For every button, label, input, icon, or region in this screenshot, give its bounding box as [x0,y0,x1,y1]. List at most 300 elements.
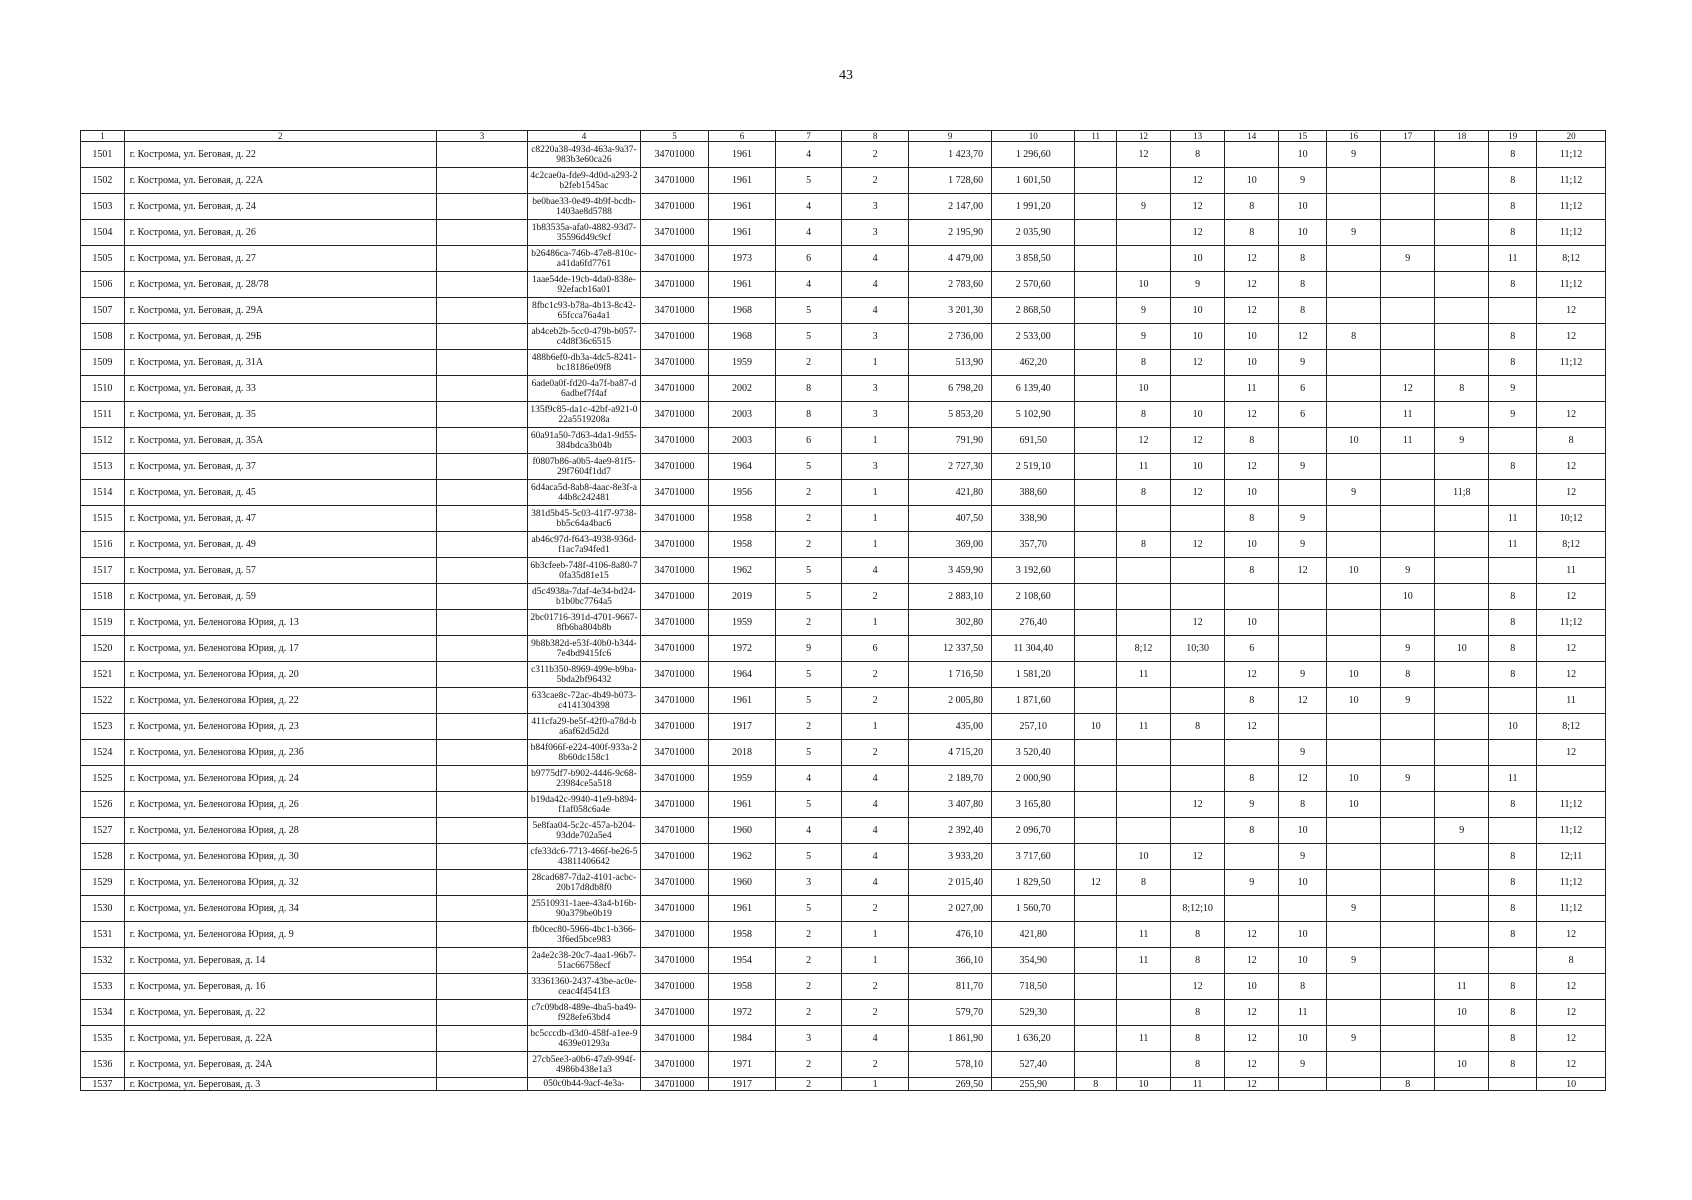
cell-column-3 [436,896,528,922]
cell-col-16: 9 [1327,948,1381,974]
cell-col-16: 10 [1327,428,1381,454]
cell-col-17 [1381,272,1435,298]
cell-col-11 [1075,688,1117,714]
table-row [81,402,1606,428]
cell-col-14: 12 [1225,714,1279,740]
column-header-5: 5 [640,131,709,142]
cell-col-12: 10 [1117,844,1171,870]
cell-col-17 [1381,792,1435,818]
cell-oktmo-code: 34701000 [640,194,709,220]
table-row [81,896,1606,922]
cell-col-13: 8 [1171,1052,1225,1078]
cell-address: г. Кострома, ул. Береговая, д. 24А [124,1052,436,1078]
cell-address: г. Кострома, ул. Беговая, д. 28/78 [124,272,436,298]
cell-total-area: 811,70 [908,974,991,1000]
cell-address: г. Кострома, ул. Беговая, д. 35 [124,402,436,428]
table-row [81,298,1606,324]
column-header-4: 4 [528,131,640,142]
cell-entrances: 1 [842,350,909,376]
cell-address: г. Кострома, ул. Беговая, д. 26 [124,220,436,246]
cell-col-19: 8 [1489,974,1537,1000]
cell-floors: 2 [775,974,842,1000]
cell-build-year: 1917 [709,1078,776,1091]
cell-entrances: 4 [842,1026,909,1052]
cell-col-15: 11 [1279,1000,1327,1026]
cell-total-area: 2 727,30 [908,454,991,480]
cell-living-area: 2 570,60 [992,272,1075,298]
cell-build-year: 2019 [709,584,776,610]
cell-col-20: 11;12 [1537,272,1606,298]
cell-col-15: 6 [1279,376,1327,402]
cell-guid: 6ade0a0f-fd20-4a7f-ba87-d6adbef7f4af [528,376,640,402]
cell-build-year: 1958 [709,532,776,558]
cell-guid: b9775df7-b902-4446-9c68-23984ce5a518 [528,766,640,792]
cell-col-13 [1171,376,1225,402]
cell-column-3 [436,662,528,688]
table-header [81,131,1606,142]
cell-col-19: 8 [1489,870,1537,896]
cell-col-14: 11 [1225,376,1279,402]
cell-guid: 1aae54de-19cb-4da0-838e-92efacb16a01 [528,272,640,298]
cell-col-12: 9 [1117,324,1171,350]
cell-col-11 [1075,636,1117,662]
table-row [81,376,1606,402]
column-header-16: 16 [1327,131,1381,142]
cell-build-year: 1962 [709,844,776,870]
cell-floors: 5 [775,584,842,610]
cell-col-20: 12 [1537,324,1606,350]
cell-oktmo-code: 34701000 [640,350,709,376]
cell-oktmo-code: 34701000 [640,376,709,402]
cell-col-15: 9 [1279,350,1327,376]
cell-col-16 [1327,870,1381,896]
cell-oktmo-code: 34701000 [640,610,709,636]
cell-total-area: 2 027,00 [908,896,991,922]
cell-total-area: 302,80 [908,610,991,636]
cell-entrances: 1 [842,532,909,558]
cell-column-3 [436,194,528,220]
cell-column-3 [436,766,528,792]
cell-col-13 [1171,818,1225,844]
cell-build-year: 1961 [709,272,776,298]
cell-column-3 [436,532,528,558]
cell-col-16: 10 [1327,792,1381,818]
cell-col-15: 12 [1279,766,1327,792]
cell-build-year: 1961 [709,896,776,922]
cell-build-year: 1954 [709,948,776,974]
cell-living-area: 2 868,50 [992,298,1075,324]
cell-build-year: 1961 [709,792,776,818]
column-header-13: 13 [1171,131,1225,142]
cell-col-13: 10;30 [1171,636,1225,662]
table-row [81,870,1606,896]
cell-col-18 [1435,584,1489,610]
cell-oktmo-code: 34701000 [640,558,709,584]
cell-floors: 6 [775,246,842,272]
cell-col-20: 12 [1537,922,1606,948]
cell-floors: 4 [775,194,842,220]
cell-col-12 [1117,896,1171,922]
cell-col-18 [1435,844,1489,870]
cell-col-16 [1327,818,1381,844]
cell-col-19: 8 [1489,220,1537,246]
cell-guid: fb0cec80-5966-4bc1-b366-3f6ed5bce983 [528,922,640,948]
cell-column-3 [436,610,528,636]
cell-entrances: 4 [842,246,909,272]
cell-address: г. Кострома, ул. Беленогова Юрия, д. 23 [124,714,436,740]
cell-total-area: 1 728,60 [908,168,991,194]
cell-col-13: 12 [1171,168,1225,194]
cell-col-15: 9 [1279,844,1327,870]
cell-col-18 [1435,168,1489,194]
table-row [81,714,1606,740]
cell-col-14: 12 [1225,1052,1279,1078]
table-row [81,766,1606,792]
cell-col-14 [1225,142,1279,168]
cell-col-12: 10 [1117,272,1171,298]
cell-row-number: 1526 [81,792,125,818]
cell-guid: 60a91a50-7d63-4da1-9d55-384bdca3b04b [528,428,640,454]
cell-col-18 [1435,766,1489,792]
table-row [81,688,1606,714]
cell-col-12 [1117,610,1171,636]
cell-col-13: 12 [1171,480,1225,506]
cell-col-17: 8 [1381,1078,1435,1091]
cell-oktmo-code: 34701000 [640,142,709,168]
cell-guid: ab46c97d-f643-4938-936d-f1ac7a94fed1 [528,532,640,558]
cell-col-20: 12 [1537,1000,1606,1026]
cell-guid: 381d5b45-5c03-41f7-9738-bb5c64a4bac6 [528,506,640,532]
cell-row-number: 1528 [81,844,125,870]
cell-living-area: 257,10 [992,714,1075,740]
cell-build-year: 1917 [709,714,776,740]
cell-address: г. Кострома, ул. Беленогова Юрия, д. 22 [124,688,436,714]
cell-col-19 [1489,818,1537,844]
cell-col-16 [1327,1000,1381,1026]
column-header-9: 9 [908,131,991,142]
cell-row-number: 1510 [81,376,125,402]
cell-entrances: 2 [842,662,909,688]
cell-col-14: 12 [1225,246,1279,272]
cell-col-12 [1117,792,1171,818]
cell-col-18 [1435,896,1489,922]
cell-col-19: 8 [1489,168,1537,194]
column-header-10: 10 [992,131,1075,142]
cell-guid: bc5cccdb-d3d0-458f-a1ee-94639e01293a [528,1026,640,1052]
cell-col-17: 11 [1381,402,1435,428]
cell-guid: 9b8b382d-e53f-40b0-b344-7e4bd9415fc6 [528,636,640,662]
cell-col-16: 10 [1327,558,1381,584]
cell-col-19 [1489,558,1537,584]
cell-column-3 [436,558,528,584]
table-row [81,1000,1606,1026]
cell-address: г. Кострома, ул. Беленогова Юрия, д. 20 [124,662,436,688]
table-row [81,324,1606,350]
cell-col-14: 8 [1225,428,1279,454]
column-header-12: 12 [1117,131,1171,142]
cell-col-20: 8;12 [1537,714,1606,740]
cell-build-year: 1973 [709,246,776,272]
cell-entrances: 1 [842,922,909,948]
cell-col-17: 9 [1381,636,1435,662]
cell-entrances: 4 [842,792,909,818]
cell-entrances: 2 [842,896,909,922]
cell-col-20: 11;12 [1537,194,1606,220]
cell-col-16 [1327,1052,1381,1078]
cell-build-year: 1960 [709,870,776,896]
cell-living-area: 388,60 [992,480,1075,506]
cell-col-16 [1327,636,1381,662]
cell-col-17: 10 [1381,584,1435,610]
cell-address: г. Кострома, ул. Беленогова Юрия, д. 24 [124,766,436,792]
cell-row-number: 1530 [81,896,125,922]
cell-oktmo-code: 34701000 [640,506,709,532]
cell-build-year: 1961 [709,220,776,246]
cell-total-area: 2 015,40 [908,870,991,896]
cell-col-11 [1075,402,1117,428]
cell-col-13: 8 [1171,714,1225,740]
cell-guid: 135f9c85-da1c-42bf-a921-022a5519208a [528,402,640,428]
cell-col-20: 11 [1537,688,1606,714]
cell-col-17 [1381,142,1435,168]
cell-col-20: 11;12 [1537,792,1606,818]
cell-col-18: 10 [1435,1052,1489,1078]
cell-address: г. Кострома, ул. Береговая, д. 22 [124,1000,436,1026]
cell-col-17 [1381,324,1435,350]
cell-col-13 [1171,662,1225,688]
cell-living-area: 1 871,60 [992,688,1075,714]
cell-entrances: 2 [842,1000,909,1026]
cell-col-13: 12 [1171,220,1225,246]
cell-col-17 [1381,922,1435,948]
cell-col-20: 12 [1537,1052,1606,1078]
cell-col-18 [1435,298,1489,324]
cell-row-number: 1535 [81,1026,125,1052]
cell-column-3 [436,1052,528,1078]
cell-entrances: 3 [842,324,909,350]
cell-guid: 27cb5ee3-a0b6-47a9-994f-4986b438e1a3 [528,1052,640,1078]
cell-col-18 [1435,792,1489,818]
cell-oktmo-code: 34701000 [640,792,709,818]
table-row [81,532,1606,558]
cell-address: г. Кострома, ул. Беленогова Юрия, д. 9 [124,922,436,948]
cell-col-15: 9 [1279,740,1327,766]
cell-col-12 [1117,246,1171,272]
cell-entrances: 3 [842,454,909,480]
cell-build-year: 1984 [709,1026,776,1052]
cell-col-18 [1435,402,1489,428]
cell-total-area: 269,50 [908,1078,991,1091]
cell-column-3 [436,480,528,506]
cell-col-11 [1075,896,1117,922]
cell-col-18: 11;8 [1435,480,1489,506]
cell-row-number: 1523 [81,714,125,740]
cell-column-3 [436,870,528,896]
cell-col-13 [1171,558,1225,584]
cell-col-13: 8;12;10 [1171,896,1225,922]
cell-oktmo-code: 34701000 [640,480,709,506]
cell-build-year: 1956 [709,480,776,506]
cell-col-13: 12 [1171,844,1225,870]
cell-col-19: 8 [1489,454,1537,480]
cell-col-13: 11 [1171,1078,1225,1091]
cell-row-number: 1529 [81,870,125,896]
cell-col-19: 8 [1489,896,1537,922]
table-row [81,636,1606,662]
cell-floors: 2 [775,506,842,532]
cell-col-17 [1381,1052,1435,1078]
cell-col-13: 12 [1171,532,1225,558]
cell-total-area: 2 189,70 [908,766,991,792]
cell-total-area: 2 736,00 [908,324,991,350]
cell-entrances: 1 [842,506,909,532]
column-header-20: 20 [1537,131,1606,142]
cell-col-17 [1381,220,1435,246]
cell-address: г. Кострома, ул. Беговая, д. 22 [124,142,436,168]
cell-col-20: 12 [1537,662,1606,688]
cell-col-20: 11;12 [1537,896,1606,922]
cell-col-13 [1171,740,1225,766]
cell-oktmo-code: 34701000 [640,454,709,480]
cell-col-14: 8 [1225,220,1279,246]
cell-col-13: 10 [1171,454,1225,480]
cell-col-17 [1381,740,1435,766]
cell-col-11 [1075,1000,1117,1026]
cell-col-17 [1381,610,1435,636]
cell-col-18 [1435,662,1489,688]
cell-col-19: 8 [1489,636,1537,662]
cell-col-15: 8 [1279,298,1327,324]
cell-col-14: 10 [1225,532,1279,558]
cell-living-area: 1 991,20 [992,194,1075,220]
cell-floors: 5 [775,324,842,350]
cell-col-11 [1075,324,1117,350]
cell-row-number: 1516 [81,532,125,558]
cell-total-area: 12 337,50 [908,636,991,662]
cell-col-14: 12 [1225,1026,1279,1052]
cell-entrances: 2 [842,168,909,194]
cell-living-area: 1 560,70 [992,896,1075,922]
cell-col-18 [1435,610,1489,636]
cell-col-17 [1381,1026,1435,1052]
cell-col-17: 8 [1381,662,1435,688]
cell-col-14: 10 [1225,350,1279,376]
cell-col-20: 11 [1537,558,1606,584]
cell-entrances: 3 [842,220,909,246]
cell-col-13 [1171,870,1225,896]
cell-build-year: 1958 [709,974,776,1000]
table-row [81,220,1606,246]
cell-col-18 [1435,948,1489,974]
cell-col-17 [1381,194,1435,220]
column-header-7: 7 [775,131,842,142]
cell-col-11 [1075,922,1117,948]
cell-col-19: 11 [1489,766,1537,792]
cell-oktmo-code: 34701000 [640,246,709,272]
cell-guid: 050c0b44-9acf-4e3a- [528,1078,640,1091]
cell-column-3 [436,324,528,350]
cell-col-20 [1537,376,1606,402]
cell-col-18 [1435,558,1489,584]
cell-build-year: 1961 [709,168,776,194]
cell-entrances: 4 [842,272,909,298]
cell-build-year: 2003 [709,428,776,454]
cell-column-3 [436,948,528,974]
cell-total-area: 2 392,40 [908,818,991,844]
cell-col-11 [1075,740,1117,766]
cell-col-19: 8 [1489,324,1537,350]
cell-col-19: 10 [1489,714,1537,740]
cell-col-18 [1435,194,1489,220]
cell-col-12: 9 [1117,194,1171,220]
cell-col-20: 12 [1537,740,1606,766]
cell-col-11 [1075,818,1117,844]
cell-col-18 [1435,350,1489,376]
cell-build-year: 1962 [709,558,776,584]
cell-col-13: 10 [1171,402,1225,428]
cell-address: г. Кострома, ул. Беговая, д. 27 [124,246,436,272]
table-row [81,844,1606,870]
cell-guid: f0807b86-a0b5-4ae9-81f5-29f7604f1dd7 [528,454,640,480]
cell-floors: 2 [775,1000,842,1026]
cell-col-14: 12 [1225,402,1279,428]
cell-col-20: 8 [1537,428,1606,454]
column-header-1: 1 [81,131,125,142]
cell-col-11 [1075,454,1117,480]
cell-column-3 [436,168,528,194]
cell-oktmo-code: 34701000 [640,714,709,740]
cell-col-13: 12 [1171,350,1225,376]
cell-floors: 2 [775,948,842,974]
cell-row-number: 1513 [81,454,125,480]
cell-total-area: 513,90 [908,350,991,376]
cell-address: г. Кострома, ул. Беговая, д. 59 [124,584,436,610]
cell-column-3 [436,246,528,272]
cell-col-19: 8 [1489,350,1537,376]
cell-floors: 5 [775,688,842,714]
cell-col-11 [1075,792,1117,818]
cell-column-3 [436,974,528,1000]
cell-col-17: 11 [1381,428,1435,454]
cell-col-14 [1225,844,1279,870]
cell-col-16 [1327,974,1381,1000]
cell-living-area: 255,90 [992,1078,1075,1091]
cell-col-11 [1075,168,1117,194]
cell-col-12: 11 [1117,714,1171,740]
cell-col-14: 10 [1225,480,1279,506]
cell-col-20: 11;12 [1537,818,1606,844]
cell-col-18 [1435,1026,1489,1052]
table-row [81,506,1606,532]
cell-address: г. Кострома, ул. Беговая, д. 31А [124,350,436,376]
table-row [81,792,1606,818]
cell-col-11 [1075,844,1117,870]
cell-build-year: 1968 [709,324,776,350]
cell-col-14: 12 [1225,454,1279,480]
cell-guid: be0bae33-0e49-4b9f-bcdb-1403ae8d5788 [528,194,640,220]
cell-col-20: 12 [1537,402,1606,428]
cell-oktmo-code: 34701000 [640,532,709,558]
cell-col-20: 8;12 [1537,246,1606,272]
cell-entrances: 4 [842,844,909,870]
cell-column-3 [436,1078,528,1091]
cell-col-12: 10 [1117,1078,1171,1091]
cell-guid: c311b350-8969-499e-b9ba-5bda2bf96432 [528,662,640,688]
cell-col-12 [1117,168,1171,194]
cell-col-17 [1381,870,1435,896]
cell-col-20: 11;12 [1537,870,1606,896]
cell-col-16 [1327,610,1381,636]
